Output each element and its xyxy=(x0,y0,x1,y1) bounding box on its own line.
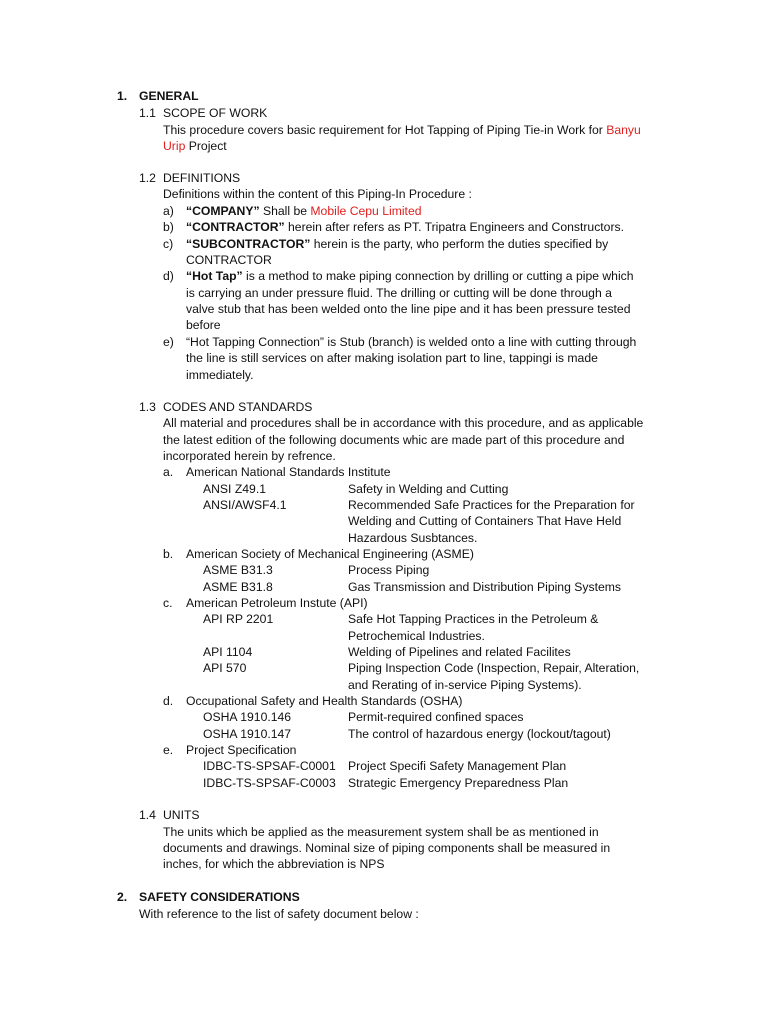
definition-c: “SUBCONTRACTOR” herein is the party, who perform the duties specified by xyxy=(186,237,609,251)
standard-code: IDBC-TS-SPSAF-C0003 xyxy=(203,776,336,790)
subsection-1-1-number: 1.1 xyxy=(139,106,156,120)
definition-a: “COMPANY” Shall be Mobile Cepu Limited xyxy=(186,204,422,218)
standard-code: API 570 xyxy=(203,661,247,675)
definition-e: “Hot Tapping Connection” is Stub (branch) is welded onto a line with cutting through xyxy=(186,335,637,349)
section-1-number: 1. xyxy=(117,89,128,103)
standard-description-cont: Hazardous Susbtances. xyxy=(348,531,478,545)
standard-description-cont: and Rerating of in-service Piping Systems). xyxy=(348,678,582,692)
project-name-part-1: Banyu xyxy=(606,123,641,137)
standard-code: API 1104 xyxy=(203,645,253,659)
section-2-title: SAFETY CONSIDERATIONS xyxy=(139,890,300,904)
section-2-number: 2. xyxy=(117,890,128,904)
scope-line-2: Urip Project xyxy=(163,139,227,153)
standard-description-cont: Petrochemical Industries. xyxy=(348,629,485,643)
standard-group-d-title: Occupational Safety and Health Standards (OSHA) xyxy=(186,694,463,708)
definition-a-marker: a) xyxy=(163,204,174,218)
standard-description: The control of hazardous energy (lockout/tagout) xyxy=(348,727,611,741)
subsection-1-2-number: 1.2 xyxy=(139,171,156,185)
standard-description: Safety in Welding and Cutting xyxy=(348,482,509,496)
definition-c-marker: c) xyxy=(163,237,174,251)
definition-d-line-2: is carrying an under pressure fluid. The drilling or cutting will be done through a xyxy=(186,286,612,300)
codes-intro-line-2: the latest edition of the following documents whic are made part of this procedure and xyxy=(163,433,625,447)
standard-group-c-marker: c. xyxy=(163,596,173,610)
standard-description: Safe Hot Tapping Practices in the Petroleum & xyxy=(348,612,599,626)
standard-code: OSHA 1910.147 xyxy=(203,727,292,741)
standard-code: OSHA 1910.146 xyxy=(203,710,292,724)
codes-intro-line-1: All material and procedures shall be in accordance with this procedure, and as applicable xyxy=(163,416,644,430)
company-name: Mobile Cepu Limited xyxy=(310,204,422,218)
definition-d-marker: d) xyxy=(163,269,174,283)
section-1-title: GENERAL xyxy=(139,89,199,103)
standard-description: Project Specifi Safety Management Plan xyxy=(348,759,567,773)
definition-b: “CONTRACTOR” herein after refers as PT. Tripatra Engineers and Constructors. xyxy=(186,220,624,234)
standard-description: Welding of Pipelines and related Facilites xyxy=(348,645,571,659)
standard-description: Recommended Safe Practices for the Preparation for xyxy=(348,498,635,512)
standard-description: Strategic Emergency Preparedness Plan xyxy=(348,776,569,790)
standard-group-c-title: American Petroleum Instute (API) xyxy=(186,596,368,610)
definition-d-line-3: valve stub that has been welded onto the line pipe and it has been pressure tested xyxy=(186,302,631,316)
standard-code: ASME B31.8 xyxy=(203,580,273,594)
project-name-part-2: Urip xyxy=(163,139,186,153)
subsection-1-4-title: UNITS xyxy=(163,808,200,822)
subsection-1-2-title: DEFINITIONS xyxy=(163,171,241,185)
standard-code: ANSI/AWSF4.1 xyxy=(203,498,287,512)
standard-code: IDBC-TS-SPSAF-C0001 xyxy=(203,759,336,773)
safety-intro: With reference to the list of safety document below : xyxy=(139,907,419,921)
definition-b-marker: b) xyxy=(163,220,174,234)
definition-c-cont: CONTRACTOR xyxy=(186,253,272,267)
units-line-1: The units which be applied as the measurement system shall be as mentioned in xyxy=(163,825,599,839)
standard-code: ASME B31.3 xyxy=(203,563,273,577)
definitions-intro: Definitions within the content of this Piping-In Procedure : xyxy=(163,187,472,201)
standard-code: ANSI Z49.1 xyxy=(203,482,266,496)
standard-description: Process Piping xyxy=(348,563,430,577)
codes-intro-line-3: incorporated herein by refrence. xyxy=(163,449,336,463)
units-line-3: inches, for which the abbreviation is NPS xyxy=(163,857,385,871)
subsection-1-3-title: CODES AND STANDARDS xyxy=(163,400,313,414)
standard-description: Piping Inspection Code (Inspection, Repair, Alteration, xyxy=(348,661,640,675)
definition-e-line-2: the line is still services on after making isolation part to line, tappingi is made xyxy=(186,351,598,365)
units-line-2: documents and drawings. Nominal size of piping components shall be measured in xyxy=(163,841,611,855)
standard-description: Permit-required confined spaces xyxy=(348,710,524,724)
standard-group-e-marker: e. xyxy=(163,743,174,757)
standard-group-a-title: American National Standards Institute xyxy=(186,465,391,479)
definition-e-line-3: immediately. xyxy=(186,368,254,382)
standard-group-b-marker: b. xyxy=(163,547,174,561)
standard-group-e-title: Project Specification xyxy=(186,743,297,757)
scope-line-1: This procedure covers basic requirement for Hot Tapping of Piping Tie-in Work for Banyu xyxy=(163,123,641,137)
subsection-1-1-title: SCOPE OF WORK xyxy=(163,106,268,120)
subsection-1-3-number: 1.3 xyxy=(139,400,156,414)
subsection-1-4-number: 1.4 xyxy=(139,808,156,822)
standard-group-a-marker: a. xyxy=(163,465,174,479)
standard-group-b-title: American Society of Mechanical Engineering (ASME) xyxy=(186,547,474,561)
standard-description: Gas Transmission and Distribution Piping Systems xyxy=(348,580,621,594)
standard-group-d-marker: d. xyxy=(163,694,174,708)
standard-code: API RP 2201 xyxy=(203,612,274,626)
definition-d-line-4: before xyxy=(186,318,221,332)
standard-description-cont: Welding and Cutting of Containers That Have Held xyxy=(348,514,622,528)
definition-e-marker: e) xyxy=(163,335,174,349)
definition-d: “Hot Tap” is a method to make piping connection by drilling or cutting a pipe which xyxy=(186,269,634,283)
